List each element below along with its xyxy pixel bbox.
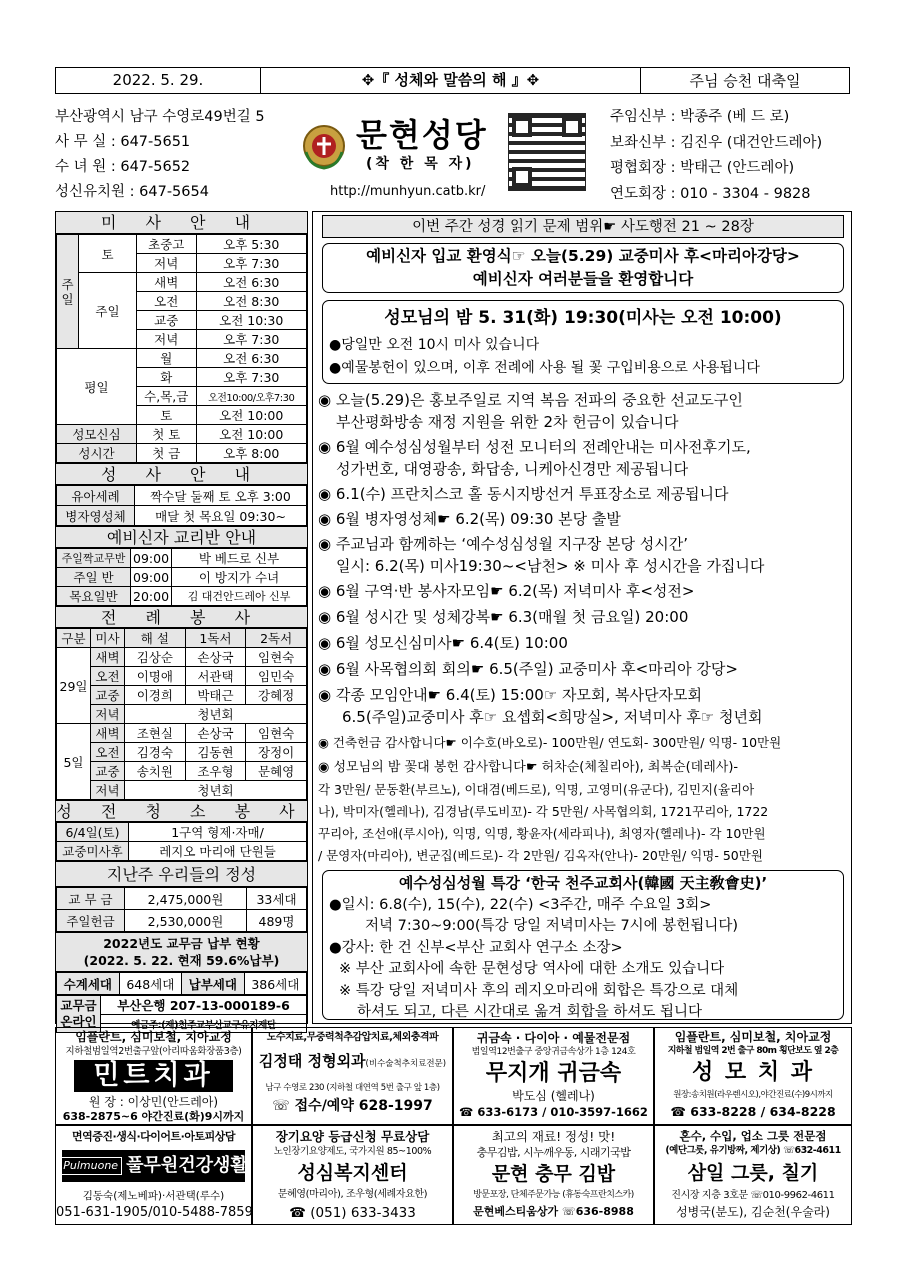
table-cell: 저녁 bbox=[91, 781, 125, 800]
ad-text: 진시장 지층 3호문 ☏010-9962-4611 bbox=[671, 1190, 835, 1201]
ad-text: ☎ (051) 633-3433 bbox=[289, 1205, 416, 1221]
table-cell: 이경희 bbox=[125, 686, 186, 705]
table-cell: 오전 10:00 bbox=[196, 425, 306, 444]
cleaning-title: 성 전 청 소 봉 사 bbox=[56, 802, 307, 821]
table-cell: 구분 bbox=[57, 629, 91, 648]
table-cell: 주일 반 bbox=[57, 568, 131, 587]
ad-text: 방문포장, 단체주문가능 (휴동숙프란치스카) bbox=[473, 1190, 634, 1200]
notice-line: ◉ 6월 성시간 및 성체강복☛ 6.3(매월 첫 금요일) 20:00 bbox=[318, 608, 689, 626]
ad-text: 김정태 정형외과(비수술척추치료전문) bbox=[258, 1052, 447, 1070]
parish-info bbox=[55, 105, 265, 205]
kindergarten-phone: 성신유치원 : 647-5654 bbox=[55, 184, 209, 200]
table-cell: 김상순 bbox=[125, 648, 186, 667]
ad-pulmuone[interactable] bbox=[55, 1125, 252, 1225]
table-cell: 조현실 bbox=[125, 724, 186, 743]
dues-table bbox=[56, 972, 307, 995]
church-seal-icon bbox=[300, 122, 348, 170]
table-cell: 교무금 온라인 bbox=[57, 996, 101, 1033]
table-cell: 33세대 bbox=[247, 888, 307, 910]
table-cell: 09:00 bbox=[131, 568, 172, 587]
table-cell: 청년회 bbox=[125, 705, 307, 724]
mass-time: 오전10:00/오후7:30 bbox=[196, 387, 306, 406]
ad-text: ☏ 접수/예약 628-1997 bbox=[272, 1098, 433, 1114]
table-cell: 성시간 bbox=[57, 444, 137, 463]
table-cell: 6/4일(토) bbox=[57, 823, 129, 842]
table-cell: 레지오 마리애 단원들 bbox=[129, 842, 307, 861]
reading-range: 이번 주간 성경 읽기 문제 범위☛ 사도행전 21 ~ 28장 bbox=[322, 215, 844, 238]
ad-text: 문현 충무 김밥 bbox=[491, 1163, 616, 1185]
ad-text: 임플란트, 심미보철, 치아교정 bbox=[674, 1030, 832, 1044]
notice-line: 꾸리아, 조선애(루시아), 익명, 익명, 황윤자(세라피나), 최영자(헬레나)- 각 10만원 bbox=[318, 826, 766, 841]
ad-mint-dental[interactable] bbox=[55, 1027, 252, 1125]
mass-service: 저녁 bbox=[137, 330, 197, 349]
table-cell: 매달 첫 목요일 09:30~ bbox=[135, 506, 307, 526]
table-cell: 09:00 bbox=[131, 549, 172, 568]
table-cell: 토 bbox=[79, 235, 137, 273]
notice-line: ◉ 오늘(5.29)은 홍보주일로 지역 복음 전파의 중요한 선교도구인 bbox=[318, 391, 743, 409]
mass-time: 오전 10:30 bbox=[196, 311, 306, 330]
ad-text: 범일역12번출구 중앙귀금속상가 1층 124호 bbox=[471, 1047, 636, 1057]
table-cell: 교 무 금 bbox=[57, 888, 125, 910]
notice-line: / 문영자(마리아), 변군집(베드로)- 각 2만원/ 김옥자(안나)- 20만원/ 익명- 50만원 bbox=[318, 848, 763, 863]
feast-name: 주님 승천 대축일 bbox=[689, 72, 801, 90]
table-cell: 648세대 bbox=[119, 973, 181, 995]
ad-text: ☎ 633-8228 / 634-8228 bbox=[670, 1104, 836, 1119]
table-cell: 장정이 bbox=[246, 743, 307, 762]
table-cell: 손상국 bbox=[185, 724, 246, 743]
ad-text: Pulmuone 풀무원건강생활 bbox=[62, 1150, 245, 1182]
table-cell: 손상국 bbox=[185, 648, 246, 667]
table-cell: 교중 bbox=[91, 762, 125, 781]
mass-service: 화 bbox=[137, 368, 197, 387]
table-cell: 오전 bbox=[91, 743, 125, 762]
table-cell: 수계세대 bbox=[57, 973, 120, 995]
mass-time: 오전 6:30 bbox=[196, 349, 306, 368]
mass-time: 오후 7:30 bbox=[196, 368, 306, 387]
table-cell: 오후 8:00 bbox=[196, 444, 306, 463]
ad-text: 최고의 재료! 정성! 맛! bbox=[491, 1129, 616, 1144]
parish-url[interactable]: http://munhyun.catb.kr/ bbox=[330, 184, 486, 199]
ad-text: 성병국(분도), 김순천(우술라) bbox=[676, 1205, 830, 1219]
table-cell: 이명애 bbox=[125, 667, 186, 686]
mass-service: 월 bbox=[137, 349, 197, 368]
table-cell: 서관택 bbox=[185, 667, 246, 686]
ad-text: 도수치료,무중력척추감압치료,체외충격파 bbox=[266, 1032, 439, 1043]
parish-name: 문현성당 bbox=[356, 116, 488, 154]
ad-text: 노인장기요양제도, 국가지원 85~100% bbox=[273, 1146, 432, 1157]
table-cell: 김동현 bbox=[185, 743, 246, 762]
table-cell: 짝수달 둘째 토 오후 3:00 bbox=[135, 486, 307, 506]
notice-line: 나), 박미자(헬레나), 김경남(루도비꼬)- 각 5만원/ 사목협의회, 1721꾸리아, 1722 bbox=[318, 804, 769, 819]
table-cell: 납부세대 bbox=[181, 973, 244, 995]
ad-text: 051-631-1905/010-5488-7859 bbox=[56, 1205, 253, 1220]
ad-text: 충무김밥, 시누깨우동, 시래기국밥 bbox=[476, 1146, 631, 1159]
notice-line: ◉ 6월 병자영성체☛ 6.2(목) 09:30 본당 출발 bbox=[318, 510, 621, 528]
table-cell: 김경숙 bbox=[125, 743, 186, 762]
table-cell: 20:00 bbox=[131, 587, 172, 606]
parish-motto: (착 한 목 자) bbox=[366, 156, 475, 172]
notice-line: ◉ 각종 모임안내☛ 6.4(토) 15:00☞ 자모회, 복사단자모회 bbox=[318, 686, 702, 704]
table-cell: 주일 bbox=[79, 273, 137, 349]
notice-line: 부산평화방송 재정 지원을 위한 2차 헌금이 있습니다 bbox=[336, 413, 679, 431]
lecture-box: 예수성심성월 특강 ‘한국 천주교회사(韓國 天主敎會史)’ ●일시: 6.8(수), 15(수), 22(수) <3주간, 매주 수요일 3회> 저녁 7:30~9:00(특강 당일 저녁미사는 7시에 봉헌됩니다) ●강사: 한 건 신부<부산 교회사 연구소 소장> ※ 부산 교회사에 속한 문현성당 역사에 대한 소개도 있습니다 ※ 특강 당일 저녁미사 후의 레지오마리애 회합은 특강으로 대체 하셔도 되고, 다른 시간대로 옮겨 회합을 하셔도 됩니다 bbox=[322, 870, 844, 1020]
notice-line: ◉ 6.1(수) 프란치스코 홀 동시지방선거 투표장소로 제공됩니다 bbox=[318, 485, 729, 503]
ad-samil-kitchenware[interactable] bbox=[654, 1125, 852, 1225]
mass-time: 오후 7:30 bbox=[196, 254, 306, 273]
ad-text: 박도심 (헬레나) bbox=[512, 1089, 595, 1103]
ad-text: 지하철 범일역 2번 출구 80m 횡단보도 옆 2층 bbox=[667, 1046, 839, 1056]
ad-text: (예단그릇, 유기방짜, 제기상) ☏632-4611 bbox=[665, 1145, 841, 1156]
liturgy-title: 전 례 봉 사 bbox=[56, 606, 307, 628]
ad-text: 문혜영(마리아), 조우형(세례자요한) bbox=[277, 1189, 428, 1200]
notice-line: 각 3만원/ 문동환(부르노), 이대겸(베드로), 익명, 고영미(유군다), 김민지(율리아 bbox=[318, 782, 755, 797]
notice-line: ◉ 주교님과 함께하는 ‘예수성심성월 지구장 본당 성시간’ bbox=[318, 535, 689, 553]
table-cell: 목요일반 bbox=[57, 587, 131, 606]
table-cell: 김 대건안드레아 신부 bbox=[172, 587, 307, 606]
mass-time: 오후 5:30 bbox=[196, 235, 306, 254]
table-cell: 문혜영 bbox=[246, 762, 307, 781]
notice-line: 6.5(주일)교중미사 후☞ 요셉회<희망실>, 저녁미사 후☞ 청년회 bbox=[342, 708, 763, 726]
mass-time: 오전 10:00 bbox=[196, 406, 306, 425]
table-cell: 5일 bbox=[57, 724, 91, 800]
catechumen-title: 예비신자 교리반 안내 bbox=[56, 526, 307, 548]
ad-text: 귀금속 · 다이아 · 예물전문점 bbox=[476, 1031, 631, 1045]
ad-orthopedic[interactable] bbox=[252, 1027, 453, 1125]
staff-list bbox=[610, 105, 822, 207]
notice-line: ◉ 6월 예수성심성월부터 성전 모니터의 전례안내는 미사전후기도, bbox=[318, 438, 751, 456]
liturgy-table bbox=[56, 628, 307, 800]
address: 부산광역시 남구 수영로49번길 5 bbox=[55, 109, 265, 125]
table-cell: 평일 bbox=[57, 349, 137, 425]
table-cell: 부산은행 207-13-000189-6 bbox=[101, 996, 307, 1015]
notice-line: 일시: 6.2(목) 미사19:30~<남천> ※ 미사 후 성시간을 가집니다 bbox=[336, 557, 765, 575]
mass-service: 교중 bbox=[137, 311, 197, 330]
ad-text: 임플란트, 심미보철, 치아교정 bbox=[75, 1030, 232, 1044]
table-cell: 2,530,000원 bbox=[125, 910, 247, 932]
table-cell: 미사 bbox=[91, 629, 125, 648]
pastor: 주임신부 : 박종주 (베 드 로) bbox=[610, 109, 790, 125]
ad-text: 지하철범일역2번출구앞(아리따움화장품3층) bbox=[65, 1046, 242, 1057]
ad-text: 혼수, 수입, 업소 그릇 전문점 bbox=[679, 1129, 827, 1143]
office-phone: 사 무 실 : 647-5651 bbox=[55, 134, 191, 150]
mary-night-box: 성모님의 밤 5. 31(화) 19:30(미사는 오전 10:00) ●당일만 오전 10시 미사 있습니다 ●예물봉헌이 있으며, 이후 전례에 사용 될 꽃 구입비용으로 사용됩니다 bbox=[322, 300, 844, 384]
table-cell: 강혜정 bbox=[246, 686, 307, 705]
ad-sungmo-dental[interactable] bbox=[654, 1027, 852, 1125]
ad-text: 성심복지센터 bbox=[297, 1162, 408, 1184]
ad-text: 문현베스티움상가 ☏636-8988 bbox=[473, 1205, 634, 1218]
table-cell: 임민숙 bbox=[246, 667, 307, 686]
offering-table bbox=[56, 887, 307, 932]
table-cell: 오전 bbox=[91, 667, 125, 686]
mass-service: 새벽 bbox=[137, 273, 197, 292]
notice-line: ◉ 건축헌금 감사합니다☛ 이수호(바오로)- 100만원/ 연도회- 300만원/ 익명- 10만원 bbox=[318, 735, 782, 750]
catechumen-table bbox=[56, 548, 307, 606]
table-cell: 1독서 bbox=[185, 629, 246, 648]
table-cell: 저녁 bbox=[91, 705, 125, 724]
ad-text: 면역증진·생식·다이어트·아토피상담 bbox=[72, 1130, 235, 1143]
table-cell: 조우형 bbox=[185, 762, 246, 781]
table-cell: 교중미사후 bbox=[57, 842, 129, 861]
ad-text: ☎ 633-6173 / 010-3597-1662 bbox=[459, 1105, 648, 1119]
table-cell: 청년회 bbox=[125, 781, 307, 800]
ad-text: 장기요양 등급신청 무료상담 bbox=[275, 1129, 430, 1144]
mass-service: 초중고 bbox=[137, 235, 197, 254]
year-title: ✥『 성체와 말씀의 해 』✥ bbox=[261, 68, 641, 93]
ad-text: 김동숙(제노베파)·서관택(루수) bbox=[82, 1190, 225, 1202]
ad-text: 성 모 치 과 bbox=[692, 1060, 814, 1085]
mass-table bbox=[56, 234, 307, 463]
ad-text: 민트치과 bbox=[74, 1060, 233, 1092]
ad-text: 원 장 : 이상민(안드레아) bbox=[88, 1095, 219, 1109]
ad-welfare-center[interactable] bbox=[252, 1125, 453, 1225]
table-cell: 29일 bbox=[57, 648, 91, 724]
table-cell: 새벽 bbox=[91, 724, 125, 743]
table-cell: 박 베드로 신부 bbox=[172, 549, 307, 568]
table-cell: 이 방지가 수녀 bbox=[172, 568, 307, 587]
welcome-box: 예비신자 입교 환영식☞ 오늘(5.29) 교중미사 후<마리아강당> 예비신자 여러분들을 환영합니다 bbox=[322, 243, 844, 293]
left-column bbox=[55, 211, 308, 1031]
notice-line: 성가번호, 대영광송, 화답송, 니케아신경만 제공됩니다 bbox=[336, 460, 689, 478]
dues-title: 2022년도 교무금 납부 현황 (2022. 5. 22. 현재 59.6%납부) bbox=[56, 932, 307, 972]
table-cell: 386세대 bbox=[244, 973, 306, 995]
ad-text: 638-2875~6 야간진료(화)9시까지 bbox=[62, 1110, 245, 1123]
lecture-title: 예수성심성월 특강 ‘한국 천주교회사(韓國 天主敎會史)’ bbox=[398, 874, 768, 892]
table-cell: 주일짝교무반 bbox=[57, 549, 131, 568]
ad-chungmu-gimbap[interactable] bbox=[453, 1125, 654, 1225]
sunday-label: 주일 bbox=[57, 235, 79, 349]
cleaning-table bbox=[56, 822, 307, 861]
table-cell: 1구역 형제·자매/ bbox=[129, 823, 307, 842]
offering-title: 지난주 우리들의 정성 bbox=[56, 861, 307, 887]
assistant-priest: 보좌신부 : 김진우 (대건안드레아) bbox=[610, 134, 823, 151]
table-cell: 해 설 bbox=[125, 629, 186, 648]
mass-time: 오전 6:30 bbox=[196, 273, 306, 292]
table-cell: 박태근 bbox=[185, 686, 246, 705]
table-cell: 임현숙 bbox=[246, 648, 307, 667]
qr-code-icon[interactable] bbox=[508, 113, 586, 191]
table-cell: 2,475,000원 bbox=[125, 888, 247, 910]
ad-text: 무지개 귀금속 bbox=[485, 1061, 622, 1086]
mass-time: 오후 7:30 bbox=[196, 330, 306, 349]
notice-line: ◉ 6월 구역·반 봉사자모임☛ 6.2(목) 저녁미사 후<성전> bbox=[318, 582, 695, 600]
table-cell: 주일헌금 bbox=[57, 910, 125, 932]
mass-service: 토 bbox=[137, 406, 197, 425]
notice-line: ◉ 6월 성모신심미사☛ 6.4(토) 10:00 bbox=[318, 634, 568, 652]
table-cell: 병자영성체 bbox=[57, 506, 135, 526]
mass-title: 미 사 안 내 bbox=[56, 212, 307, 234]
mass-time: 오전 8:30 bbox=[196, 292, 306, 311]
ad-text: 삼일 그릇, 칠기 bbox=[687, 1162, 819, 1184]
notice-line: ◉ 성모님의 밤 꽃대 봉헌 감사합니다☛ 허차순(체칠리아), 최복순(데레사)- bbox=[318, 760, 739, 775]
table-cell: 교중 bbox=[91, 686, 125, 705]
mass-service: 수,목,금 bbox=[137, 387, 197, 406]
table-cell: 임현숙 bbox=[246, 724, 307, 743]
table-cell: 성모신심 bbox=[57, 425, 137, 444]
table-cell: 489명 bbox=[247, 910, 307, 932]
ad-text: 남구 수영로 230 (지하철 대연역 5번 출구 앞 1층) bbox=[265, 1083, 440, 1093]
ad-jewelry[interactable] bbox=[453, 1027, 654, 1125]
table-cell: 첫 토 bbox=[137, 425, 197, 444]
mary-title: 성모님의 밤 5. 31(화) 19:30(미사는 오전 10:00) bbox=[384, 308, 782, 328]
table-cell: 2독서 bbox=[246, 629, 307, 648]
table-cell: 새벽 bbox=[91, 648, 125, 667]
table-cell: 예금주:(재)천주교부산교구유지재단 bbox=[101, 1015, 307, 1033]
header-bar bbox=[55, 67, 850, 94]
council-president: 평협회장 : 박태근 (안드레아) bbox=[610, 160, 795, 176]
issue-date: 2022. 5. 29. bbox=[56, 68, 261, 93]
mass-service: 오전 bbox=[137, 292, 197, 311]
convent-phone: 수 녀 원 : 647-5652 bbox=[55, 159, 191, 175]
ad-text: 원장:송치원(라우렌시오),야간진료(수)9시까지 bbox=[673, 1090, 833, 1100]
table-cell: 송치원 bbox=[125, 762, 186, 781]
notice-line: ◉ 6월 사목협의회 회의☛ 6.5(주일) 교중미사 후<마리아 강당> bbox=[318, 660, 738, 678]
sacrament-table bbox=[56, 485, 307, 526]
sacrament-title: 성 사 안 내 bbox=[56, 463, 307, 485]
table-cell: 유아세례 bbox=[57, 486, 135, 506]
mass-service: 저녁 bbox=[137, 254, 197, 273]
table-cell: 첫 금 bbox=[137, 444, 197, 463]
club-president: 연도회장 : 010 - 3304 - 9828 bbox=[610, 185, 811, 202]
